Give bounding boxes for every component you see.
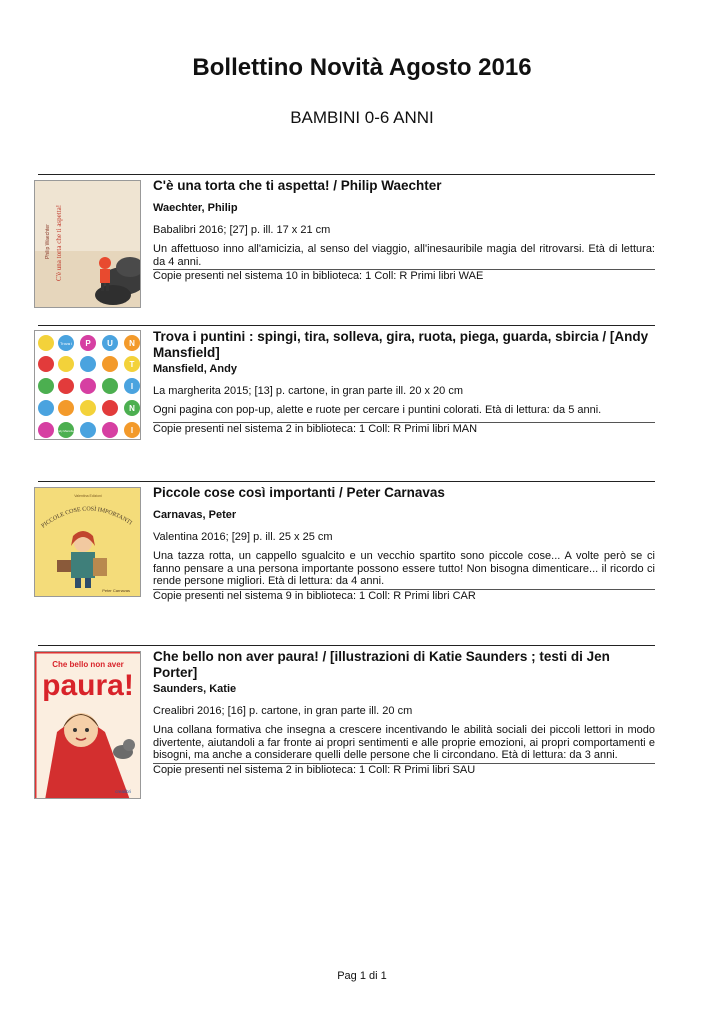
book-description: Un affettuoso inno all'amicizia, al senso del viaggio, all'inesauribile magia del ritrovarsi. Età di lettura: da 4 anni. [153,243,655,268]
book-copies: Copie presenti nel sistema 9 in biblioteca: 1 Coll: R Primi libri CAR [153,589,655,602]
page-number: Pag 1 di 1 [337,970,387,982]
cover-publisher-text: Valentina Edizioni [74,494,102,498]
book-description: Ogni pagina con pop-up, alette e ruote per cercare i puntini colorati. Età di lettura: da 5 anni. [153,404,602,416]
cover-author-text: Peter Carnavas [102,588,130,593]
book-info [153,485,655,602]
book-publication: Crealibri 2016; [16] p. cartone, in gran parte ill. 20 cm [153,705,413,717]
book-publication: La margherita 2015; [13] p. cartone, in gran parte ill. 20 x 20 cm [153,385,464,397]
book-copies: Copie presenti nel sistema 2 in biblioteca: 1 Coll: R Primi libri MAN [153,422,655,435]
book-publication: Valentina 2016; [29] p. ill. 25 x 25 cm [153,531,333,543]
cover-letter: I [130,426,134,435]
book-description: Una tazza rotta, un cappello sgualcito e un vecchio spartito sono piccole cose... A volte però se ci fanno pensare a una persona importante possono essere tutto! Non bisogna dimenticare... il ricordo ci rende persone migliori. Età di lettura: da 4 anni. [153,550,655,587]
cover-publisher-text: crealibri [115,789,131,794]
cover-letter: T [129,360,135,369]
book-title: Trova i puntini : spingi, tira, solleva, gira, ruota, piega, guarda, sbircia / [Andy Mansfield] [153,329,649,360]
cover-letter: I [130,382,134,391]
cover-small-title: Che bello non aver [52,660,124,669]
cover-letter: N [129,339,135,348]
book-author: Mansfield, Andy [153,363,237,375]
book-info [153,329,655,435]
cover-title-text: PICCOLE COSE COSÌ IMPORTANTI [40,506,133,530]
cover-letter: P [85,339,91,348]
book-author: Carnavas, Peter [153,509,237,521]
divider [38,481,655,482]
book-cover [34,651,141,799]
book-publication: Babalibri 2016; [27] p. ill. 17 x 21 cm [153,224,331,236]
book-description: Una collana formativa che insegna a crescere incentivando le abilità sociali dei piccoli lettori in modo divertente, aiutandoli a far fronte ai propri sentimenti e alle proprie emozioni, ai propri comportamenti e bisogni, ma anche a considerare quelli delle persone che li circondano. Età di lettura: da 3 anni. [153,724,655,761]
book-info [153,178,655,282]
divider [38,645,655,646]
cover-author-text: Andy Mansfield [55,429,77,433]
book-title: C'è una torta che ti aspetta! / Philip Waechter [153,178,442,193]
cover-small-text: Trova i [59,341,73,346]
divider [38,174,655,175]
book-info [153,649,655,776]
cover-author-text: Philip Waechter [45,224,51,259]
book-author: Saunders, Katie [153,683,237,695]
book-title: Che bello non aver paura! / [illustrazioni di Katie Saunders ; testi di Jen Porter] [153,649,610,680]
page-title: Bollettino Novità Agosto 2016 [192,54,532,81]
page-subtitle: BAMBINI 0-6 ANNI [290,108,434,127]
book-cover [34,180,141,308]
cover-letter: U [107,339,113,348]
book-title: Piccole cose così importanti / Peter Carnavas [153,485,445,500]
book-cover [34,487,141,597]
book-copies: Copie presenti nel sistema 10 in biblioteca: 1 Coll: R Primi libri WAE [153,269,655,282]
book-author: Waechter, Philip [153,202,238,214]
cover-big-title: paura! [42,669,134,702]
divider [38,325,655,326]
book-cover [34,330,141,440]
cover-title-text: C'è una torta che ti aspetta! [55,204,63,281]
book-copies: Copie presenti nel sistema 2 in biblioteca: 1 Coll: R Primi libri SAU [153,763,655,776]
cover-letter: N [129,404,135,413]
